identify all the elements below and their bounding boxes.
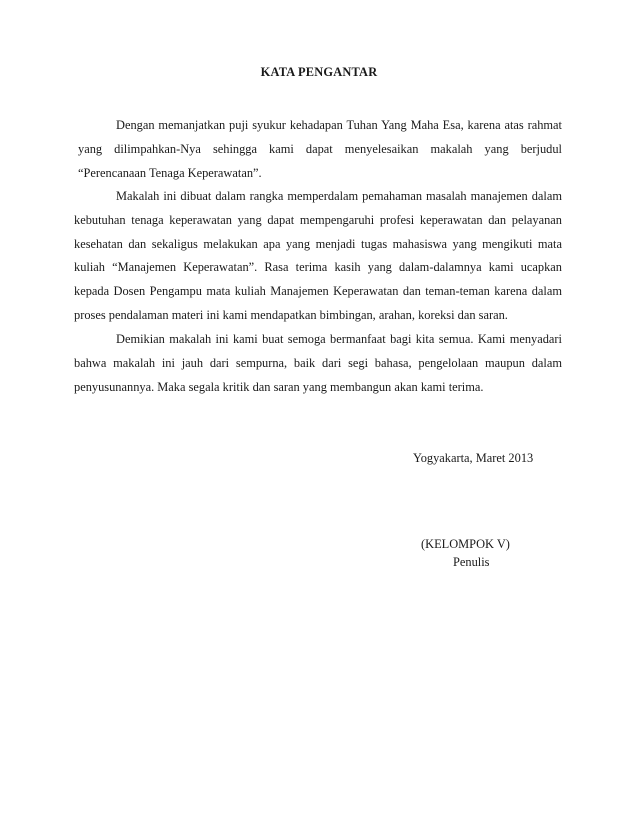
- group-name: (KELOMPOK V): [421, 537, 510, 551]
- paragraph-line: yang dilimpahkan-Nya sehingga kami dapat menyelesaikan makalah yang berjudul: [78, 141, 562, 156]
- paragraph-line: kebutuhan tenaga keperawatan yang dapat mempengaruhi profesi keperawatan dan pelayanan: [74, 212, 562, 227]
- paragraph-line: proses pendalaman materi ini kami mendapatkan bimbingan, arahan, koreksi dan saran.: [74, 307, 508, 322]
- paragraph-line: Dengan memanjatkan puji syukur kehadapan Tuhan Yang Maha Esa, karena atas rahmat: [116, 118, 562, 132]
- paragraph-1: [74, 114, 562, 185]
- paragraph-3: [74, 328, 562, 399]
- paragraph-line: penyusunannya. Maka segala kritik dan saran yang membangun akan kami terima.: [74, 379, 484, 394]
- paragraph-line: bahwa makalah ini jauh dari sempurna, baik dari segi bahasa, pengelolaan maupun dalam: [74, 355, 562, 370]
- writer-label: Penulis: [453, 555, 490, 569]
- paragraph-line: kesehatan dan sekaligus melakukan apa yang menjadi tugas mahasiswa yang mengikuti mata: [74, 236, 562, 251]
- paragraph-line: “Perencanaan Tenaga Keperawatan”.: [78, 165, 262, 180]
- paragraph-2: [74, 185, 562, 328]
- paragraph-line: kuliah “Manajemen Keperawatan”. Rasa terima kasih yang dalam-dalamnya kami ucapkan: [74, 260, 562, 275]
- paragraph-line: Demikian makalah ini kami buat semoga bermanfaat bagi kita semua. Kami menyadari: [116, 332, 562, 346]
- document-title: KATA PENGANTAR: [260, 65, 378, 79]
- place-date: Yogyakarta, Maret 2013: [413, 451, 534, 465]
- paragraph-line: kepada Dosen Pengampu mata kuliah Manajemen Keperawatan dan teman-teman karena dalam: [74, 284, 562, 299]
- paragraph-line: Makalah ini dibuat dalam rangka memperdalam pemahaman masalah manajemen dalam: [116, 189, 562, 203]
